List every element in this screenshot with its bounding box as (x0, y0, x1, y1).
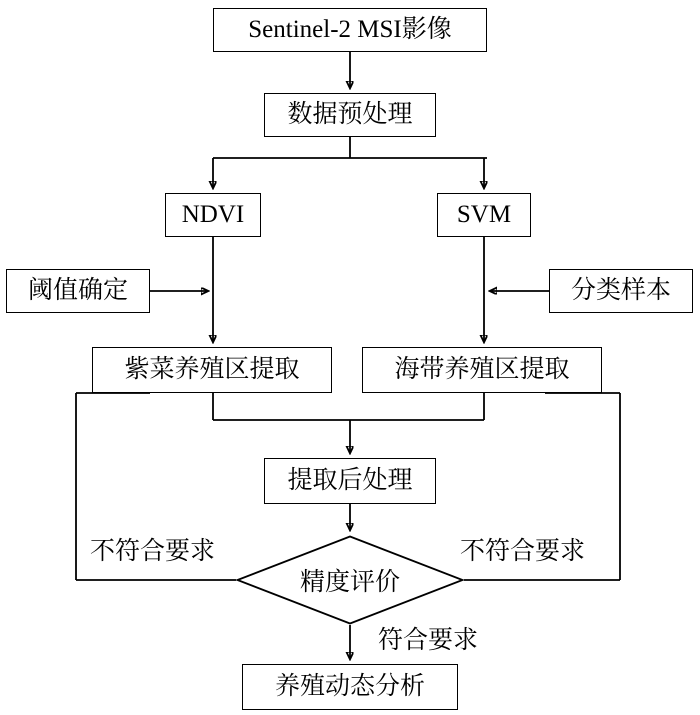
node-accuracy-assessment[interactable] (236, 535, 464, 625)
edge-label-right-fail: 不符合要求 (460, 538, 586, 565)
node-postprocess-label: 提取后处理 (287, 467, 413, 495)
node-accuracy-assessment-label: 精度评价 (299, 569, 400, 596)
node-threshold[interactable] (6, 269, 150, 313)
node-samples-label: 分类样本 (570, 277, 671, 305)
node-preprocess[interactable] (264, 93, 436, 137)
node-laver-extraction[interactable] (92, 347, 332, 393)
node-threshold-label: 阈值确定 (27, 277, 128, 305)
node-samples[interactable] (549, 269, 693, 313)
node-preprocess-label: 数据预处理 (287, 101, 413, 129)
node-dynamic-analysis-label: 养殖动态分析 (274, 673, 425, 701)
edge-label-pass: 符合要求 (378, 627, 479, 654)
node-ndvi[interactable] (165, 193, 261, 237)
node-postprocess[interactable] (264, 458, 436, 504)
node-dynamic-analysis[interactable] (242, 664, 458, 710)
node-svm[interactable] (437, 193, 531, 237)
node-laver-extraction-label: 紫菜养殖区提取 (124, 356, 300, 384)
node-kelp-extraction-label: 海带养殖区提取 (394, 356, 570, 384)
node-ndvi-label: NDVI (181, 201, 245, 229)
node-kelp-extraction[interactable] (362, 347, 602, 393)
node-svm-label: SVM (456, 201, 512, 229)
edge-label-left-fail: 不符合要求 (90, 538, 216, 565)
node-source[interactable] (213, 8, 487, 52)
node-source-label: Sentinel-2 MSI影像 (248, 16, 452, 44)
